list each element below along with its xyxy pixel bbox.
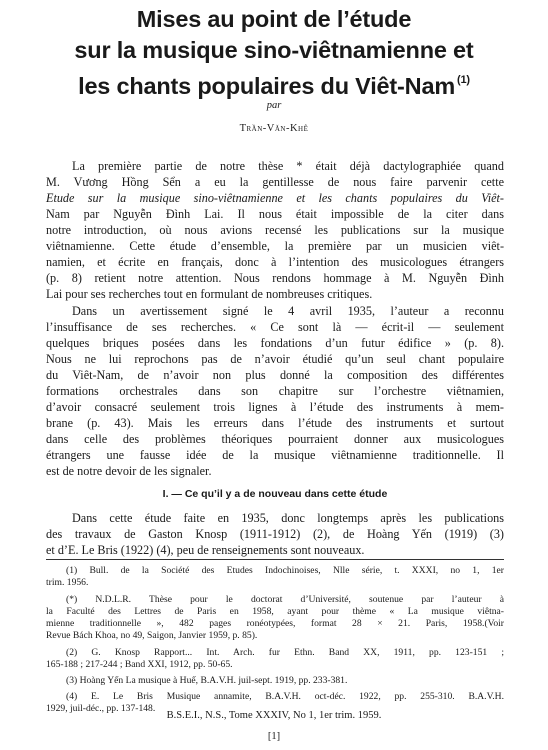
text-line: Dans un avertissement signé le 4 avril 1935, l’auteur a reconnu (72, 304, 504, 318)
text-line: notre introduction, où nous avions recensé les publications sur la musique (46, 223, 504, 237)
footnote-line: (*) N.D.L.R. Thèse pour le doctorat d’Université, soutenue par l’auteur à (66, 594, 504, 605)
text-line: formations orchestrales dans son chapitre sur l’orchestre viêtnamien, (46, 384, 504, 398)
text-line: quelques briques posées dans les fondations d’un futur édifice » (p. 8). (46, 336, 504, 350)
text-line: l’insuffisance de ses recherches. « Ce sont là — écrit-il — seulement (46, 320, 504, 334)
footnote-2 (46, 647, 504, 671)
footnote-line: la Faculté des Lettres de Paris en 1958, ayant pour thème « La musique viêtna- (46, 606, 504, 617)
section-heading: I. — Ce qu’il y a de nouveau dans cette étude (162, 488, 388, 500)
title-line: Mises au point de l’étude (136, 6, 412, 32)
byline: par (266, 100, 282, 111)
footnote-line: 1929, juil-déc., pp. 137-148. (46, 703, 156, 714)
author-name: Trần-Văn-Khê (239, 123, 309, 134)
text-line: Lai pour ses recherches tout en formulant de nombreuses critiques. (46, 287, 373, 301)
journal-citation-footer: B.S.E.I., N.S., Tome XXXIV, No 1, 1er trim. 1959. (166, 710, 382, 721)
footnote-1 (46, 565, 504, 589)
footnote-divider (46, 559, 504, 560)
footnote-line: (4) E. Le Bris Musique annamite, B.A.V.H. oct-déc. 1922, pp. 255-310. B.A.V.H. (66, 691, 504, 702)
text-line: Nam par Nguyễn Đình Lai. Il nous était impossible de la citer dans (46, 207, 504, 221)
text-line: brane (p. 43). Mais les erreurs dans l’étude des instruments et surtout (46, 416, 504, 430)
footnotes (46, 565, 504, 715)
page-number: [1] (267, 731, 281, 742)
footnote-3 (46, 675, 504, 687)
footnote-line: trim. 1956. (46, 577, 89, 588)
paragraph-3 (46, 510, 504, 558)
text-line: est de notre devoir de les signaler. (46, 464, 212, 478)
title-line: sur la musique sino-viêtnamienne et (74, 36, 474, 63)
text-line: M. Vương Hồng Sển a eu la gentillesse de nous faire parvenir cette (46, 175, 504, 189)
footnote-editor-note (46, 594, 504, 642)
text-line: et d’E. Le Bris (1922) (4), peu de renseignements sont nouveaux. (46, 543, 365, 557)
article-title (34, 4, 514, 102)
text-line: Etude sur la musique sino-viêtnamienne et les chants populaires du Viêt- (46, 191, 504, 205)
footnote-line: Revue Bách Khoa, no 49, Saigon, Janvier 1959, p. 85). (46, 630, 258, 641)
footnote-line: (1) Bull. de la Société des Etudes Indochinoises, Nlle série, t. XXXI, no 1, 1er (66, 565, 504, 576)
text-line: (p. 8) retient notre attention. Nous rendons hommage à M. Nguyễn Đình (46, 271, 504, 285)
paragraph-1 (46, 158, 504, 302)
footnote-line: 165-188 ; 217-244 ; Band XXI, 1912, pp. 50-65. (46, 659, 233, 670)
text-line: d’avoir consacré seulement trois lignes à l’étude des instruments à mem- (46, 400, 504, 414)
text-line: La première partie de notre thèse * était déjà dactylographiée quand (72, 159, 504, 173)
paragraph-2 (46, 303, 504, 479)
footnote-line: (2) G. Knosp Rapport... Int. Arch. fur Ethn. Band XX, 1911, pp. 123-151 ; (66, 647, 504, 658)
footnote-line: mienne traditionnelle », 482 pages ronéotypées, format 28 × 21. Paris, 1958.(Voir (46, 618, 504, 629)
text-line: dans celle des problèmes théoriques pourraient donner aux musicologues (46, 432, 504, 446)
text-line: étrangers une fausse idée de la musique viêtnamienne traditionnelle. Il (46, 448, 504, 462)
title-footnote-marker: (1) (457, 74, 470, 86)
title-line (34, 65, 514, 102)
title-line-text: les chants populaires du Viêt-Nam (78, 73, 456, 99)
text-line: Nous ne lui reprochons pas de n’avoir étudié qu’un seul chant populaire (46, 352, 504, 366)
text-line: des travaux de Gaston Knosp (1911-1912) (2), de Hoàng Yến (1919) (3) (46, 527, 504, 541)
text-line: du Viêt-Nam, de n’avoir non plus donné la composition des différentes (46, 368, 504, 382)
text-line: viêtnamienne. Cette étude d’ensemble, la première par un musicien viêt- (46, 239, 504, 253)
text-line: namien, et écrite en français, donc à l’intention des musicologues étrangers (46, 255, 504, 269)
footnote-line: (3) Hoàng Yến La musique à Huế, B.A.V.H. juil-sept. 1919, pp. 233-381. (66, 675, 348, 686)
text-line: Dans cette étude faite en 1935, donc longtemps après les publications (72, 511, 504, 525)
